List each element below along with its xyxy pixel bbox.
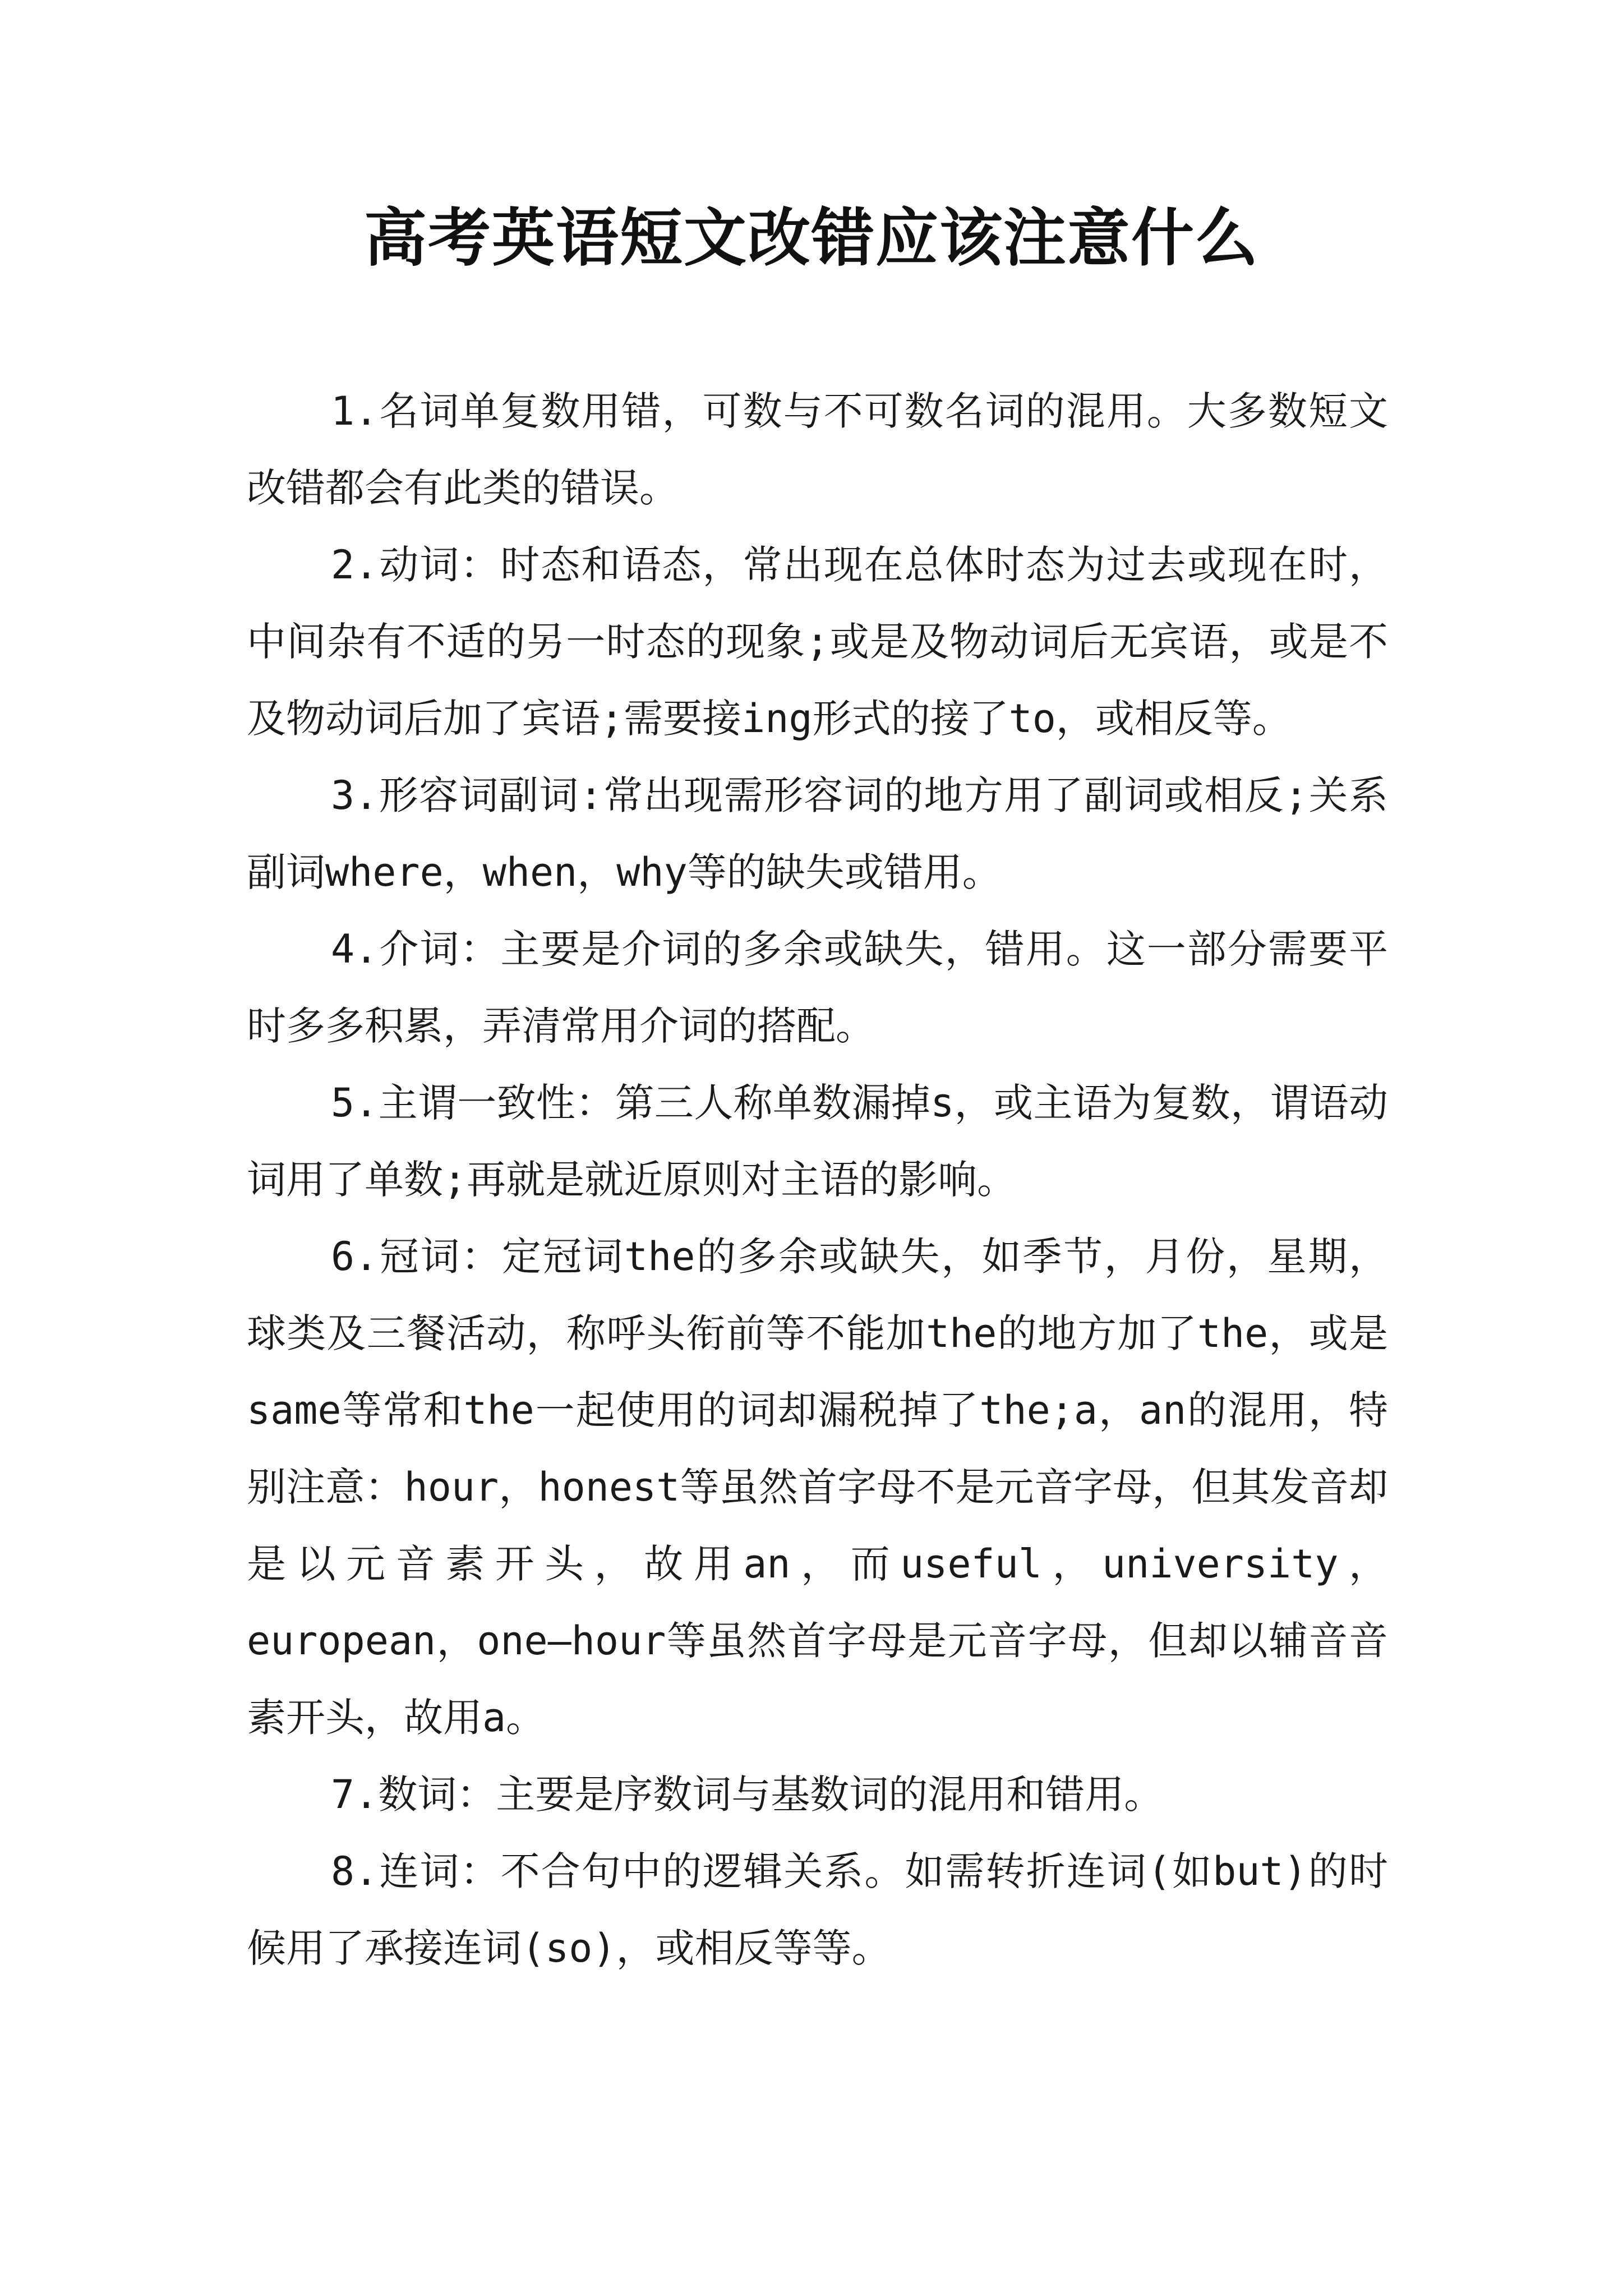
paragraph-3: 3.形容词副词:常出现需形容词的地方用了副词或相反;关系副词where，when，why等的缺失或错用。 (247, 772, 1388, 895)
paragraph-5: 5.主谓一致性：第三人称单数漏掉s，或主语为复数，谓语动词用了单数;再就是就近原则对主语的影响。 (247, 1080, 1388, 1203)
paragraph-7: 7.数词：主要是序数词与基数词的混用和错用。 (331, 1772, 1164, 1818)
document-title: 高考英语短文改错应该注意什么 (364, 201, 1259, 275)
paragraph-4: 4.介词：主要是介词的多余或缺失，错用。这一部分需要平时多多积累，弄清常用介词的搭配。 (247, 926, 1388, 1049)
paragraph-2: 2.动词：时态和语态，常出现在总体时态为过去或现在时，中间杂有不适的另一时态的现象;或是及物动词后无宾语，或是不及物动词后加了宾语;需要接ing形式的接了to，或相反等。 (247, 542, 1388, 742)
document-body (247, 373, 1388, 1987)
paragraph-1: 1.名词单复数用错，可数与不可数名词的混用。大多数短文改错都会有此类的错误。 (247, 388, 1388, 511)
paragraph-8: 8.连词：不合句中的逻辑关系。如需转折连词(如but)的时候用了承接连词(so)，或相反等等。 (247, 1848, 1388, 1971)
paragraph-6: 6.冠词：定冠词the的多余或缺失，如季节，月份，星期，球类及三餐活动，称呼头衔前等不能加the的地方加了the，或是same等常和the一起使用的词却漏税掉了the;a，an的混用，特别注意：hour，honest等虽然首字母不是元音字母，但其发音却是以元音素开头，故用an，而useful，university，european，one—hour等虽然首字母是元音字母，但却以辅音音素开头，故用a。 (247, 1234, 1388, 1741)
